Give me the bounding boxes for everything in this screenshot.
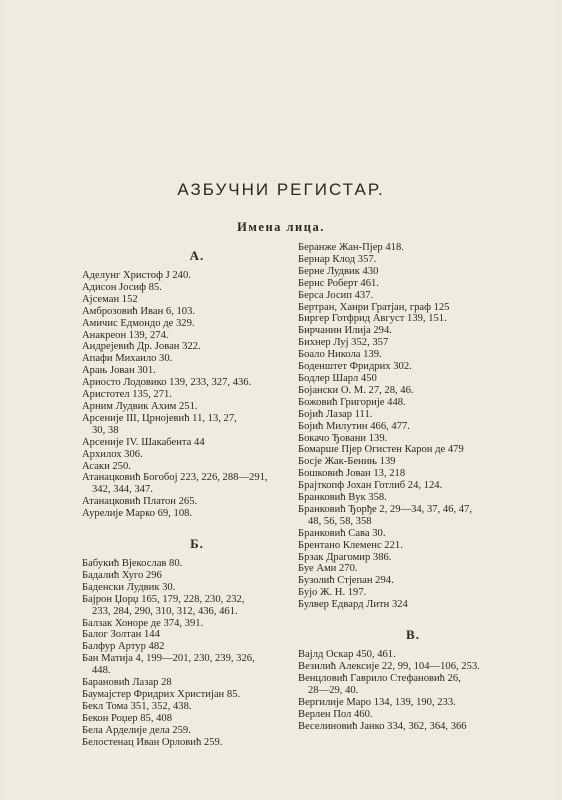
index-entry: Бан Матија 4, 199—201, 230, 239, 326,	[82, 653, 255, 665]
index-entry: Атанацковић Богобој 223, 226, 288—291,	[82, 472, 268, 484]
index-entry: Бабукић Вјекослав 80.	[82, 558, 183, 570]
index-entry: Апафи Михаило 30.	[82, 353, 173, 365]
index-entry: Анакреон 139, 274.	[82, 329, 169, 341]
index-entry: Брзак Драгомир 386.	[298, 551, 392, 563]
index-entry: Аделунг Христоф Ј 240.	[82, 270, 191, 281]
index-entry: Босје Жак-Бенињ 139	[298, 456, 396, 468]
index-entry: Биргер Готфрид Август 139, 151.	[298, 313, 447, 325]
section-gap	[298, 611, 528, 621]
index-entry: Везилић Алексије 22, 99, 104—106, 253.	[298, 661, 480, 672]
index-entry: Бојански О. М. 27, 28, 46.	[298, 384, 414, 396]
index-entry: Бујо Ж. Н. 197.	[298, 587, 367, 599]
index-entry: Берса Јосип 437.	[298, 289, 374, 301]
index-entry: Беранже Жан-Пјер 418.	[298, 242, 404, 253]
index-entry: Венцловић Гаврило Стефановић 26,	[298, 672, 461, 684]
index-entry: Бошковић Јован 13, 218	[298, 468, 406, 480]
index-entry: Арсеније IV. Шакабента 44	[82, 436, 205, 448]
page-title: АЗБУЧНИ РЕГИСТАР.	[177, 180, 385, 199]
index-entry: Балфур Артур 482	[82, 641, 165, 653]
index-entry: Бојић Милутин 466, 477.	[298, 420, 410, 432]
right-column	[298, 242, 528, 732]
index-entry: Веселиновић Јанко 334, 362, 364, 366	[298, 720, 467, 732]
index-entry: Бертран, Ханри Гратјан, граф 125	[298, 301, 450, 313]
index-entry: Бомарше Пјер Огистен Карон де 479	[298, 444, 464, 456]
index-entry: Ајсеман 152	[82, 293, 138, 305]
index-entry: Бајрон Џорџ 165, 179, 228, 230, 232,	[82, 593, 245, 605]
index-entry: Бранковић Ђорђе 2, 29—34, 37, 46, 47,	[298, 503, 472, 515]
index-entry: Боало Никола 139.	[298, 349, 382, 361]
index-entry: Бекон Роџер 85, 408	[82, 712, 173, 724]
index-entry: Брентано Клеменс 221.	[298, 539, 403, 551]
index-entry: Балзак Хоноре де 374, 391.	[82, 617, 204, 629]
letter-heading: Б.	[190, 536, 204, 552]
index-entry-continuation: 48, 56, 58, 358	[308, 515, 372, 527]
index-entry: Балог Золтан 144	[82, 629, 160, 641]
index-entry: Бранковић Сава 30.	[298, 527, 386, 539]
index-entry: Бокачо Ђовани 139.	[298, 432, 388, 444]
index-entry: Верлен Пол 460.	[298, 708, 373, 720]
index-entry-continuation: 30, 38	[92, 424, 119, 436]
index-entry-continuation: 448.	[92, 665, 111, 677]
index-entry: Андрејевић Др. Јован 322.	[82, 341, 201, 353]
index-entry-continuation: 233, 284, 290, 310, 312, 436, 461.	[92, 605, 238, 617]
index-entry: Архилох 306.	[82, 448, 143, 460]
index-entry: Бадалић Хуго 296	[82, 569, 162, 581]
index-entry: Ариосто Лодовико 139, 233, 327, 436.	[82, 377, 252, 389]
index-entry: Булвер Едвард Литн 324	[298, 599, 408, 611]
index-entry: Бернар Клод 357.	[298, 253, 377, 265]
index-entry: Бузолић Стјепан 294.	[298, 575, 394, 587]
index-entry: Бодлер Шарл 450	[298, 372, 377, 384]
index-entry-continuation: 28—29, 40.	[308, 684, 359, 696]
index-entry: Бранковић Вук 358.	[298, 492, 387, 504]
section-gap	[82, 520, 312, 530]
index-entry: Вајлд Оскар 450, 461.	[298, 649, 396, 661]
index-entry: Аристотел 135, 271.	[82, 389, 172, 401]
index-entry: Амброзовић Иван 6, 103.	[82, 305, 196, 317]
index-entry: Арсеније III, Црнојевић 11, 13, 27,	[82, 412, 237, 424]
index-entry: Барановић Лазар 28	[82, 677, 172, 689]
letter-heading: А.	[189, 248, 205, 263]
index-entry: Брајткопф Јохан Готлиб 24, 124.	[298, 480, 443, 492]
index-entry: Божовић Григорије 448.	[298, 396, 406, 408]
index-entry: Берне Лудвик 430	[298, 265, 379, 277]
left-column	[82, 242, 312, 749]
index-entry: Аурелије Марко 69, 108.	[82, 508, 193, 520]
index-entry: Атанацковић Платон 265.	[82, 496, 198, 508]
index-entry: Асаки 250.	[82, 460, 131, 472]
index-entry: Буе Ами 270.	[298, 563, 358, 575]
index-entry: Арањ Јован 301.	[82, 365, 156, 377]
index-entry: Баумајстер Фридрих Христијан 85.	[82, 689, 241, 700]
section-subtitle: Имена лица.	[237, 220, 325, 234]
index-entry: Баденски Лудвик 30.	[82, 581, 176, 593]
index-entry: Амичис Едмондо де 329.	[82, 317, 195, 329]
index-entry: Бирчанин Илија 294.	[298, 325, 392, 337]
index-entry: Бихнер Луј 352, 357	[298, 337, 389, 349]
index-entry: Вергилије Маро 134, 139, 190, 233.	[298, 696, 456, 708]
letter-heading: В.	[406, 627, 420, 643]
index-entry: Адисон Јосиф 85.	[82, 281, 162, 293]
index-entry: Белостенац Иван Орловић 259.	[82, 736, 223, 748]
index-entry: Бојић Лазар 111.	[298, 408, 373, 420]
index-entry: Бела Арделије дела 259.	[82, 724, 191, 736]
index-entry: Бекл Тома 351, 352, 438.	[82, 700, 192, 712]
index-entry: Арним Лудвик Ахим 251.	[82, 400, 198, 412]
index-entry: Боденштет Фридрих 302.	[298, 361, 412, 373]
index-entry: Бернс Роберт 461.	[298, 277, 379, 289]
index-entry-continuation: 342, 344, 347.	[92, 484, 153, 496]
